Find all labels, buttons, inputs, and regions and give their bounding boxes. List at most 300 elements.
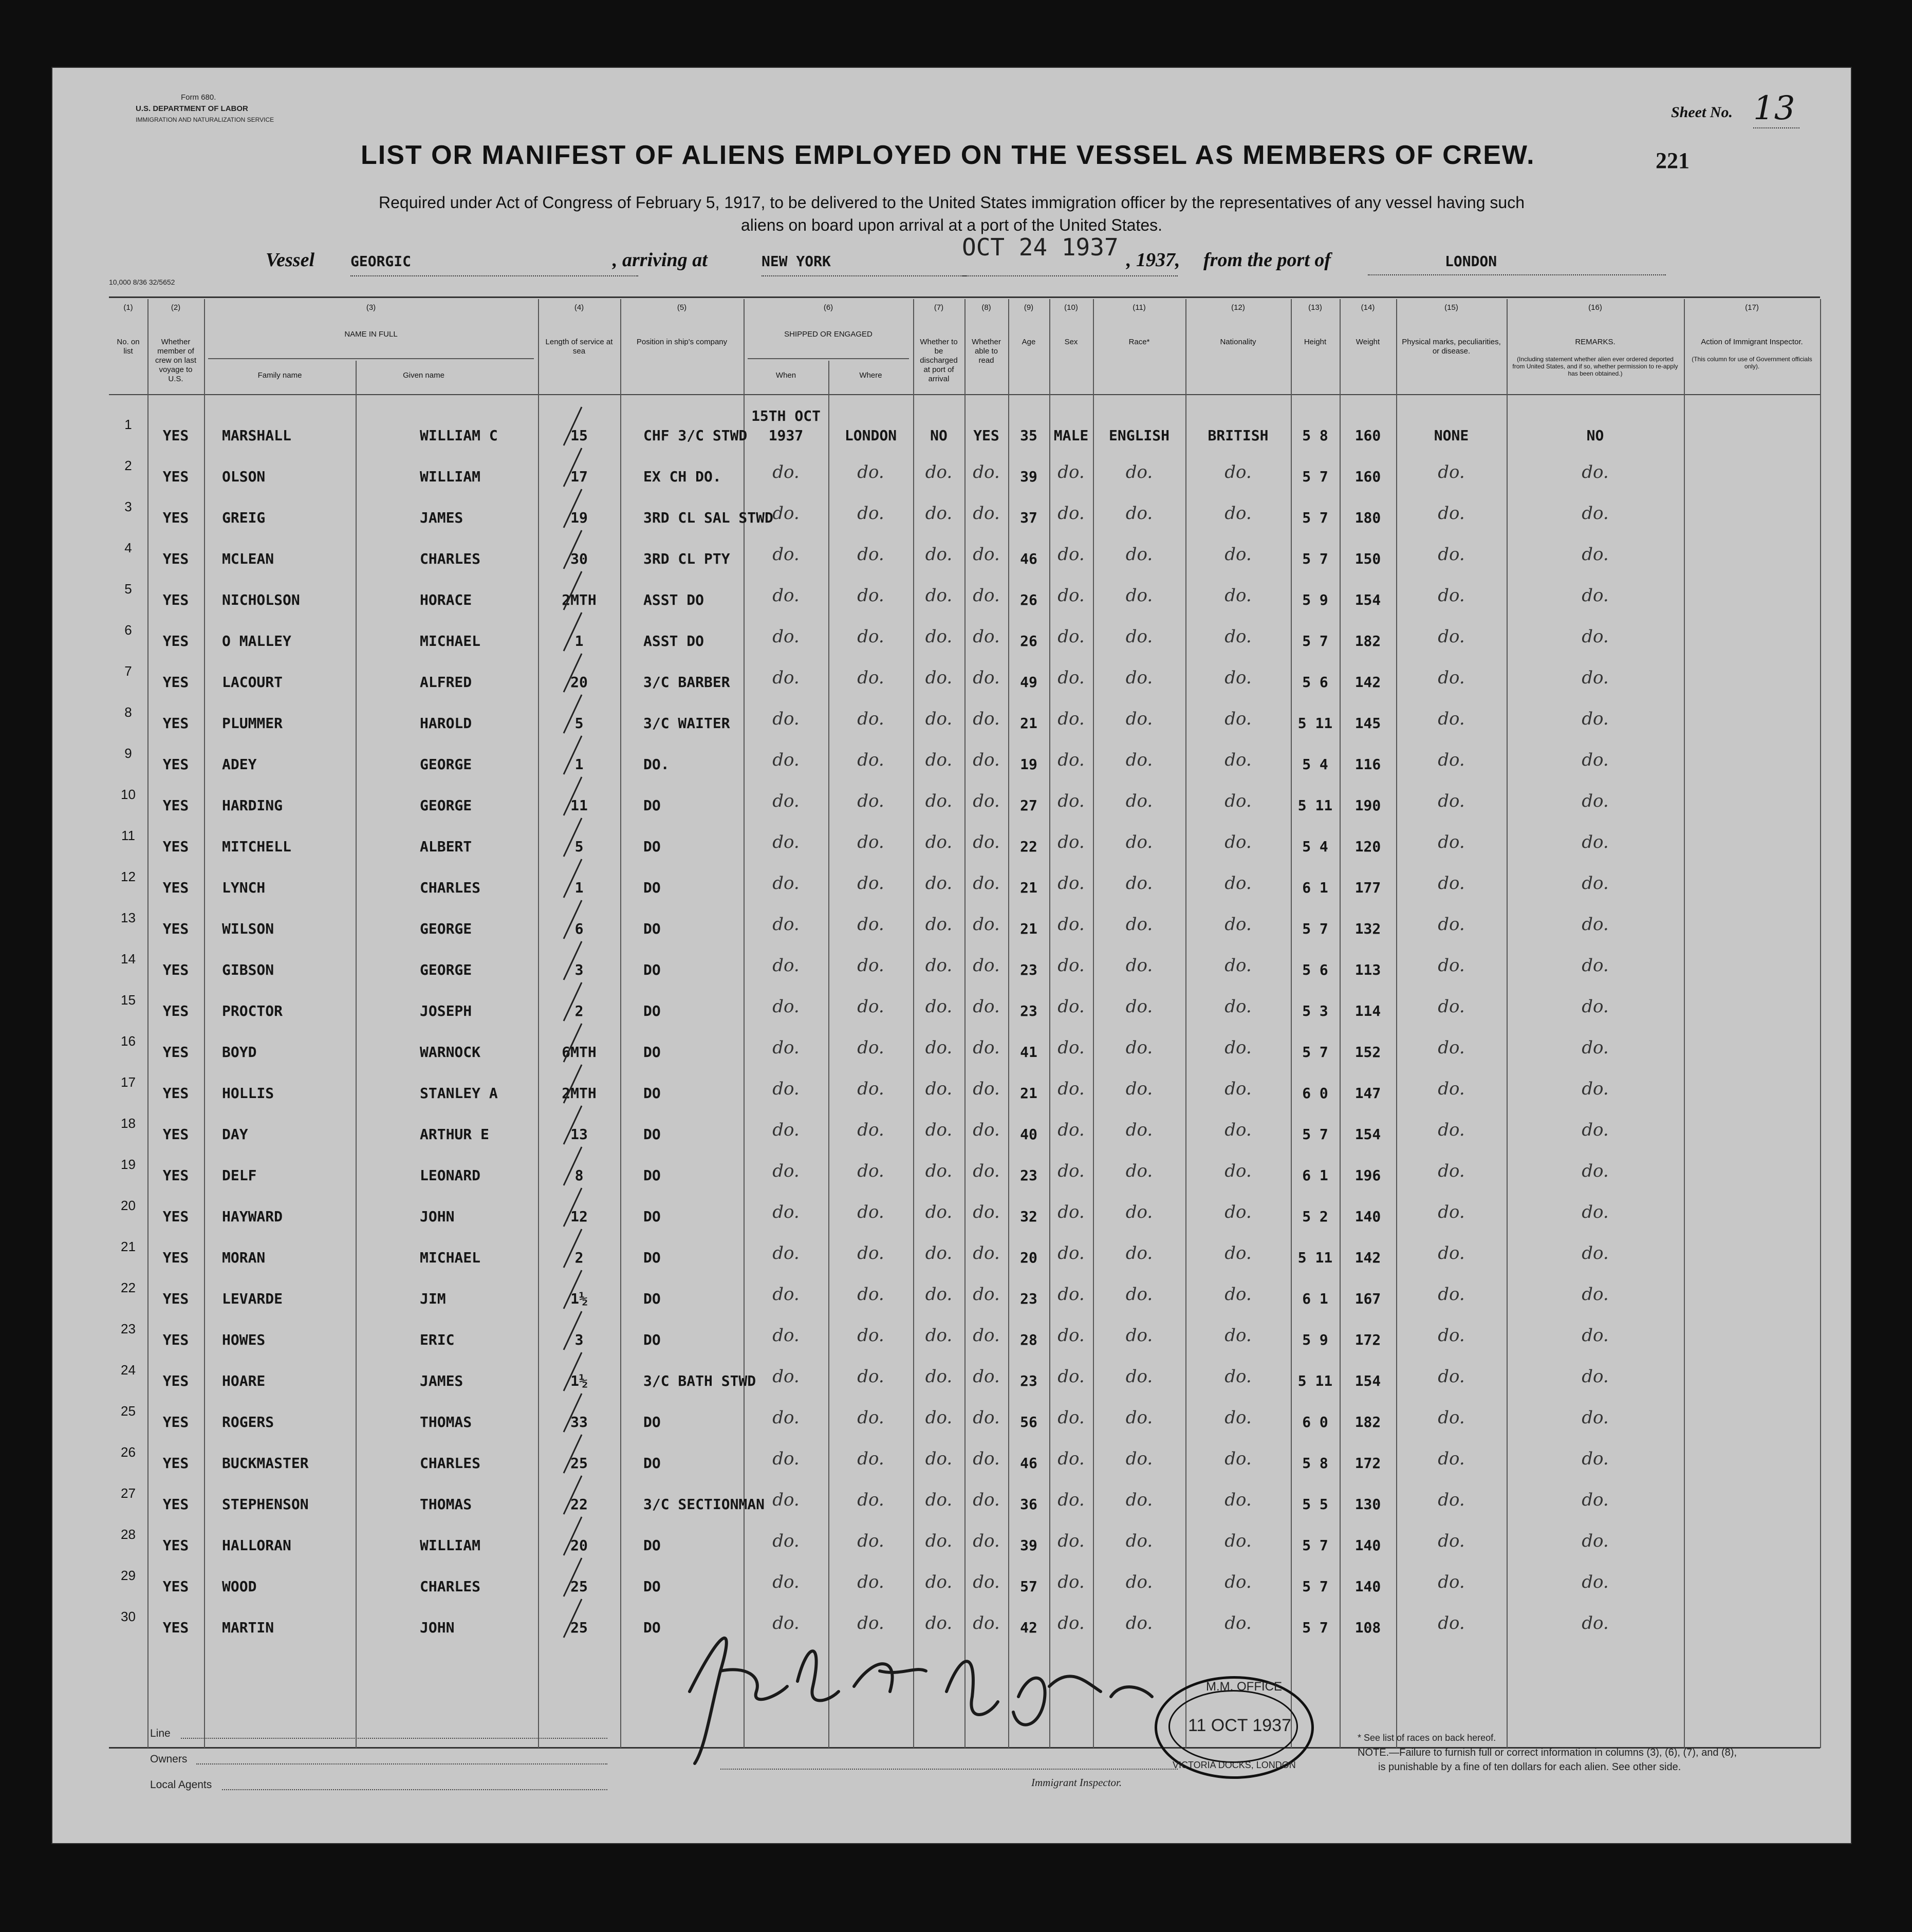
given-name-cell: CHARLES <box>420 1455 481 1472</box>
family-name-cell: OLSON <box>222 468 266 485</box>
row-number: 26 <box>121 1444 136 1460</box>
service-length-cell: 2MTH <box>562 591 597 608</box>
position-cell: 3/C WAITER <box>643 715 730 732</box>
sex-cell: do. <box>1057 1407 1085 1428</box>
row-number: 28 <box>121 1527 136 1542</box>
shipped-where-cell: do. <box>857 1079 884 1099</box>
row-number: 12 <box>121 869 136 884</box>
nationality-cell: do. <box>1224 1407 1252 1428</box>
column-number: (9) <box>1024 303 1034 312</box>
height-cell: 5 6 <box>1302 674 1328 691</box>
able-to-read-cell: do. <box>973 791 1000 811</box>
column-label: Race* <box>1128 338 1150 346</box>
nationality-cell: do. <box>1224 1120 1252 1140</box>
shipped-where-cell: do. <box>857 1407 884 1428</box>
sex-cell: do. <box>1057 791 1085 811</box>
position-cell: CHF 3/C STWD <box>643 427 748 444</box>
physical-marks-cell: do. <box>1438 585 1465 606</box>
age-cell: 21 <box>1020 715 1037 732</box>
given-name-cell: ERIC <box>420 1331 455 1348</box>
race-cell: do. <box>1125 1079 1153 1099</box>
shipped-where-cell: do. <box>857 1243 884 1264</box>
stamp-bottom-text: VICTORIA DOCKS, LONDON <box>1173 1760 1296 1770</box>
shipped-where-cell: do. <box>857 832 884 852</box>
table-row <box>52 615 1851 656</box>
family-name-cell: MORAN <box>222 1249 266 1266</box>
row-number: 11 <box>121 828 135 843</box>
discharged-cell: do. <box>925 626 953 647</box>
shipped-when-cell: do. <box>772 914 800 935</box>
column-sublabel: Given name <box>403 371 444 380</box>
shipped-when-cell: do. <box>772 1120 800 1140</box>
remarks-cell: do. <box>1582 873 1609 894</box>
sex-cell: do. <box>1057 1202 1085 1222</box>
nationality-cell: do. <box>1224 1161 1252 1181</box>
age-cell: 40 <box>1020 1126 1037 1143</box>
position-cell: 3RD CL PTY <box>643 550 730 567</box>
able-to-read-cell: do. <box>973 996 1000 1017</box>
position-cell: DO <box>643 879 661 896</box>
service-length-cell: 33 <box>570 1414 588 1431</box>
remarks-cell: do. <box>1582 832 1609 852</box>
family-name-cell: NICHOLSON <box>222 591 300 608</box>
physical-marks-cell: do. <box>1438 832 1465 852</box>
column-number: (15) <box>1444 303 1458 312</box>
height-cell: 5 8 <box>1302 1455 1328 1472</box>
discharged-cell: do. <box>925 462 953 482</box>
manifest-sheet <box>51 67 1852 1844</box>
check-mark <box>559 1514 589 1561</box>
race-cell: do. <box>1125 1407 1153 1428</box>
table-row <box>52 903 1851 944</box>
discharged-cell: do. <box>925 873 953 894</box>
age-cell: 23 <box>1020 1167 1037 1184</box>
shipped-when-cell: do. <box>772 750 800 770</box>
column-label: Physical marks, peculiarities, or disease. <box>1402 338 1501 356</box>
age-cell: 37 <box>1020 509 1037 526</box>
nationality-cell: do. <box>1224 1325 1252 1346</box>
shipped-where-cell: do. <box>857 873 884 894</box>
height-cell: 5 2 <box>1302 1208 1328 1225</box>
column-group-rule <box>208 358 534 359</box>
race-cell: do. <box>1125 667 1153 688</box>
age-cell: 23 <box>1020 1372 1037 1389</box>
discharged-cell: do. <box>925 1572 953 1592</box>
remarks-cell: do. <box>1582 914 1609 935</box>
able-to-read-cell: do. <box>973 1202 1000 1222</box>
local-agents-label: Local Agents <box>150 1779 212 1791</box>
discharged-cell: do. <box>925 544 953 565</box>
able-to-read-cell: do. <box>973 1243 1000 1264</box>
column-group-rule <box>748 358 909 359</box>
table-row <box>52 574 1851 615</box>
table-row <box>52 492 1851 533</box>
sheet-label: Sheet No. <box>1671 104 1733 121</box>
remarks-cell: do. <box>1582 955 1609 976</box>
stamp-date: 11 OCT 1937 <box>1188 1716 1291 1735</box>
family-name-cell: BOYD <box>222 1044 257 1061</box>
shipped-where-cell: do. <box>857 791 884 811</box>
weight-cell: 140 <box>1354 1208 1381 1225</box>
check-mark <box>559 733 589 779</box>
age-cell: 32 <box>1020 1208 1037 1225</box>
column-number: (14) <box>1361 303 1375 312</box>
age-cell: 46 <box>1020 1455 1037 1472</box>
shipped-when-cell: do. <box>772 1325 800 1346</box>
weight-cell: 130 <box>1354 1496 1381 1513</box>
weight-cell: 154 <box>1354 1372 1381 1389</box>
discharged-cell: do. <box>925 955 953 976</box>
race-cell: do. <box>1125 1325 1153 1346</box>
discharged-cell: do. <box>925 1284 953 1305</box>
remarks-cell: NO <box>1586 427 1604 444</box>
position-cell: DO <box>643 1249 661 1266</box>
discharged-cell: do. <box>925 832 953 852</box>
given-name-cell: WARNOCK <box>420 1044 481 1061</box>
arriving-port: NEW YORK <box>762 253 967 276</box>
table-row <box>52 1191 1851 1232</box>
discharged-cell: do. <box>925 914 953 935</box>
given-name-cell: JOHN <box>420 1619 455 1636</box>
able-to-read-cell: do. <box>973 503 1000 524</box>
height-cell: 5 11 <box>1297 797 1333 814</box>
remarks-cell: do. <box>1582 1572 1609 1592</box>
physical-marks-cell: do. <box>1438 1202 1465 1222</box>
remarks-cell: do. <box>1582 462 1609 482</box>
discharged-cell: do. <box>925 1407 953 1428</box>
table-row <box>52 1437 1851 1478</box>
check-mark <box>559 1391 589 1437</box>
inspector-label: Immigrant Inspector. <box>1031 1776 1122 1789</box>
row-number: 8 <box>124 704 132 720</box>
height-cell: 6 1 <box>1302 1167 1328 1184</box>
row-number: 1 <box>124 417 132 432</box>
service-length-cell: 19 <box>570 509 588 526</box>
position-cell: DO <box>643 1537 661 1554</box>
height-cell: 5 9 <box>1302 591 1328 608</box>
service-length-cell: 1½ <box>570 1290 588 1307</box>
weight-cell: 147 <box>1354 1085 1381 1102</box>
position-cell: ASST DO <box>643 591 704 608</box>
remarks-cell: do. <box>1582 1407 1609 1428</box>
family-name-cell: STEPHENSON <box>222 1496 309 1513</box>
height-cell: 5 7 <box>1302 1578 1328 1595</box>
given-name-cell: WILLIAM C <box>420 427 498 444</box>
physical-marks-cell: do. <box>1438 1366 1465 1387</box>
row-number: 23 <box>121 1321 136 1336</box>
sex-cell: do. <box>1057 585 1085 606</box>
nationality-cell: do. <box>1224 750 1252 770</box>
age-cell: 42 <box>1020 1619 1037 1636</box>
last-voyage-cell: YES <box>162 1619 189 1636</box>
sex-cell: do. <box>1057 626 1085 647</box>
family-name-cell: MARSHALL <box>222 427 291 444</box>
check-mark <box>559 1062 589 1108</box>
physical-marks-cell: do. <box>1438 462 1465 482</box>
local-agents-field <box>222 1789 607 1790</box>
last-voyage-cell: YES <box>162 920 189 937</box>
age-cell: 49 <box>1020 674 1037 691</box>
height-cell: 5 7 <box>1302 468 1328 485</box>
family-name-cell: MITCHELL <box>222 838 291 855</box>
race-cell: do. <box>1125 1572 1153 1592</box>
shipped-when-year: 1937 <box>768 427 804 444</box>
family-name-cell: GIBSON <box>222 961 274 978</box>
weight-cell: 172 <box>1354 1331 1381 1348</box>
service-length-cell: 2MTH <box>562 1085 597 1102</box>
age-cell: 46 <box>1020 550 1037 567</box>
shipped-when-cell: do. <box>772 1161 800 1181</box>
sex-cell: do. <box>1057 1120 1085 1140</box>
check-mark <box>559 445 589 492</box>
service-length-cell: 2 <box>574 1002 584 1019</box>
subtitle-line-2: aliens on board upon arrival at a port of the United States. <box>740 216 1163 234</box>
service-length-cell: 30 <box>570 550 588 567</box>
shipped-where-cell: do. <box>857 955 884 976</box>
sex-cell: do. <box>1057 914 1085 935</box>
race-cell: do. <box>1125 1366 1153 1387</box>
column-number: (8) <box>981 303 991 312</box>
handwritten-signature <box>659 1609 1173 1774</box>
weight-cell: 190 <box>1354 797 1381 814</box>
shipped-where-cell: do. <box>857 914 884 935</box>
row-number: 25 <box>121 1403 136 1419</box>
weight-cell: 108 <box>1354 1619 1381 1636</box>
service-length-cell: 6MTH <box>562 1044 597 1061</box>
family-name-cell: LYNCH <box>222 879 266 896</box>
check-mark <box>559 487 589 533</box>
physical-marks-cell: do. <box>1438 914 1465 935</box>
given-name-cell: JIM <box>420 1290 446 1307</box>
age-cell: 21 <box>1020 1085 1037 1102</box>
last-voyage-cell: YES <box>162 1455 189 1472</box>
last-voyage-cell: YES <box>162 674 189 691</box>
able-to-read-cell: do. <box>973 832 1000 852</box>
table-row <box>52 407 1851 451</box>
row-number: 7 <box>124 663 132 679</box>
column-label: Whether able to read <box>972 338 1001 365</box>
service-length-cell: 1½ <box>570 1372 588 1389</box>
remarks-cell: do. <box>1582 996 1609 1017</box>
last-voyage-cell: YES <box>162 1249 189 1266</box>
given-name-cell: HORACE <box>420 591 472 608</box>
given-name-cell: MICHAEL <box>420 1249 481 1266</box>
able-to-read-cell: do. <box>973 709 1000 729</box>
row-number: 22 <box>121 1280 136 1295</box>
nationality-cell: do. <box>1224 462 1252 482</box>
remarks-cell: do. <box>1582 1366 1609 1387</box>
race-cell: do. <box>1125 585 1153 606</box>
service-length-cell: 20 <box>570 1537 588 1554</box>
race-cell: do. <box>1125 626 1153 647</box>
column-number: (3) <box>366 303 376 312</box>
sheet-number: 13 <box>1753 89 1799 128</box>
physical-marks-cell: do. <box>1438 626 1465 647</box>
able-to-read-cell: do. <box>973 1531 1000 1551</box>
given-name-cell: GEORGE <box>420 961 472 978</box>
check-mark <box>559 1432 589 1478</box>
physical-marks-cell: do. <box>1438 1161 1465 1181</box>
age-cell: 57 <box>1020 1578 1037 1595</box>
shipped-when-cell: do. <box>772 544 800 565</box>
service-length-cell: 13 <box>570 1126 588 1143</box>
column-number: (5) <box>677 303 687 312</box>
nationality-cell: do. <box>1224 996 1252 1017</box>
position-cell: DO <box>643 797 661 814</box>
column-number: (1) <box>123 303 133 312</box>
note-line-1: NOTE.—Failure to furnish full or correct information in columns (3), (6), (7), and (8), <box>1358 1747 1737 1758</box>
table-row <box>52 656 1851 697</box>
height-cell: 5 9 <box>1302 1331 1328 1348</box>
check-mark <box>559 1473 589 1519</box>
check-mark <box>559 1103 589 1149</box>
last-voyage-cell: YES <box>162 1414 189 1431</box>
department: U.S. DEPARTMENT OF LABOR <box>136 104 248 113</box>
family-name-cell: GREIG <box>222 509 266 526</box>
given-name-cell: GEORGE <box>420 756 472 773</box>
table-row <box>52 451 1851 492</box>
able-to-read-cell: do. <box>973 1366 1000 1387</box>
family-name-cell: MCLEAN <box>222 550 274 567</box>
column-label: Sex <box>1064 338 1078 346</box>
row-number: 18 <box>121 1116 136 1131</box>
last-voyage-cell: YES <box>162 715 189 732</box>
discharged-cell: do. <box>925 667 953 688</box>
race-cell: do. <box>1125 1120 1153 1140</box>
sex-cell: do. <box>1057 1490 1085 1510</box>
service-length-cell: 12 <box>570 1208 588 1225</box>
check-mark <box>559 610 589 656</box>
race-cell: do. <box>1125 709 1153 729</box>
shipped-when-cell: do. <box>772 709 800 729</box>
position-cell: DO <box>643 920 661 937</box>
column-number: (12) <box>1231 303 1245 312</box>
family-name-cell: WOOD <box>222 1578 257 1595</box>
able-to-read-cell: do. <box>973 1407 1000 1428</box>
height-cell: 5 6 <box>1302 961 1328 978</box>
shipped-when-cell: do. <box>772 1037 800 1058</box>
check-mark <box>559 1596 589 1643</box>
row-number: 15 <box>121 992 136 1008</box>
family-name-cell: ADEY <box>222 756 257 773</box>
height-cell: 5 7 <box>1302 1044 1328 1061</box>
height-cell: 5 7 <box>1302 1126 1328 1143</box>
height-cell: 5 7 <box>1302 633 1328 649</box>
shipped-when-cell: do. <box>772 1366 800 1387</box>
weight-cell: 154 <box>1354 1126 1381 1143</box>
height-cell: 5 5 <box>1302 1496 1328 1513</box>
last-voyage-cell: YES <box>162 427 189 444</box>
able-to-read-cell: do. <box>973 462 1000 482</box>
given-name-cell: HAROLD <box>420 715 472 732</box>
check-mark <box>559 1555 589 1602</box>
age-cell: 36 <box>1020 1496 1037 1513</box>
shipped-when-cell: do. <box>772 996 800 1017</box>
family-name-cell: PLUMMER <box>222 715 283 732</box>
given-name-cell: JAMES <box>420 1372 463 1389</box>
print-code: 10,000 8/36 32/5652 <box>109 278 175 286</box>
last-voyage-cell: YES <box>162 633 189 649</box>
family-name-cell: BUCKMASTER <box>222 1455 309 1472</box>
column-number: (10) <box>1064 303 1078 312</box>
given-name-cell: MICHAEL <box>420 633 481 649</box>
weight-cell: 120 <box>1354 838 1381 855</box>
last-voyage-cell: YES <box>162 1290 189 1307</box>
family-name-cell: HALLORAN <box>222 1537 291 1554</box>
height-cell: 5 7 <box>1302 509 1328 526</box>
row-number: 17 <box>121 1074 136 1090</box>
row-number: 9 <box>124 746 132 761</box>
race-cell: do. <box>1125 462 1153 482</box>
physical-marks-cell: do. <box>1438 709 1465 729</box>
family-name-cell: O MALLEY <box>222 633 291 649</box>
race-cell: do. <box>1125 955 1153 976</box>
column-label: Weight <box>1356 338 1380 346</box>
position-cell: DO. <box>643 756 670 773</box>
discharged-cell: do. <box>925 1202 953 1222</box>
column-label: Length of service at sea <box>545 338 613 356</box>
given-name-cell: GEORGE <box>420 797 472 814</box>
physical-marks-cell: do. <box>1438 996 1465 1017</box>
family-name-cell: HOARE <box>222 1372 266 1389</box>
weight-cell: 182 <box>1354 633 1381 649</box>
service-length-cell: 5 <box>574 838 584 855</box>
remarks-cell: do. <box>1582 709 1609 729</box>
height-cell: 6 1 <box>1302 1290 1328 1307</box>
sex-cell: do. <box>1057 873 1085 894</box>
remarks-cell: do. <box>1582 1284 1609 1305</box>
table-row <box>52 1396 1851 1437</box>
check-mark <box>559 815 589 862</box>
from-port-label: from the port of <box>1203 249 1331 271</box>
service-length-cell: 17 <box>570 468 588 485</box>
service: IMMIGRATION AND NATURALIZATION SERVICE <box>136 116 274 123</box>
service-length-cell: 20 <box>570 674 588 691</box>
height-cell: 5 4 <box>1302 838 1328 855</box>
race-cell: ENGLISH <box>1108 427 1170 444</box>
able-to-read-cell: do. <box>973 1490 1000 1510</box>
column-label: Age <box>1022 338 1036 346</box>
form-number: Form 680. <box>181 93 216 102</box>
family-name-cell: PROCTOR <box>222 1002 283 1019</box>
race-cell: do. <box>1125 1202 1153 1222</box>
race-cell: do. <box>1125 1037 1153 1058</box>
column-label: No. on list <box>117 338 140 356</box>
column-number: (2) <box>171 303 181 312</box>
weight-cell: 113 <box>1354 961 1381 978</box>
age-cell: 26 <box>1020 591 1037 608</box>
race-cell: do. <box>1125 1613 1153 1633</box>
service-length-cell: 15 <box>570 427 588 444</box>
family-name-cell: LEVARDE <box>222 1290 283 1307</box>
nationality-cell: do. <box>1224 1613 1252 1633</box>
shipped-when-cell: do. <box>772 503 800 524</box>
row-number: 30 <box>121 1609 136 1624</box>
discharged-cell: do. <box>925 1613 953 1633</box>
discharged-cell: do. <box>925 1079 953 1099</box>
weight-cell: 196 <box>1354 1167 1381 1184</box>
shipped-when-cell: do. <box>772 626 800 647</box>
nationality-cell: do. <box>1224 1572 1252 1592</box>
position-cell: DO <box>643 1578 661 1595</box>
able-to-read-cell: do. <box>973 544 1000 565</box>
shipped-where-cell: do. <box>857 585 884 606</box>
shipped-where-cell: do. <box>857 1366 884 1387</box>
row-number: 5 <box>124 581 132 597</box>
last-voyage-cell: YES <box>162 961 189 978</box>
weight-cell: 140 <box>1354 1537 1381 1554</box>
nationality-cell: do. <box>1224 955 1252 976</box>
